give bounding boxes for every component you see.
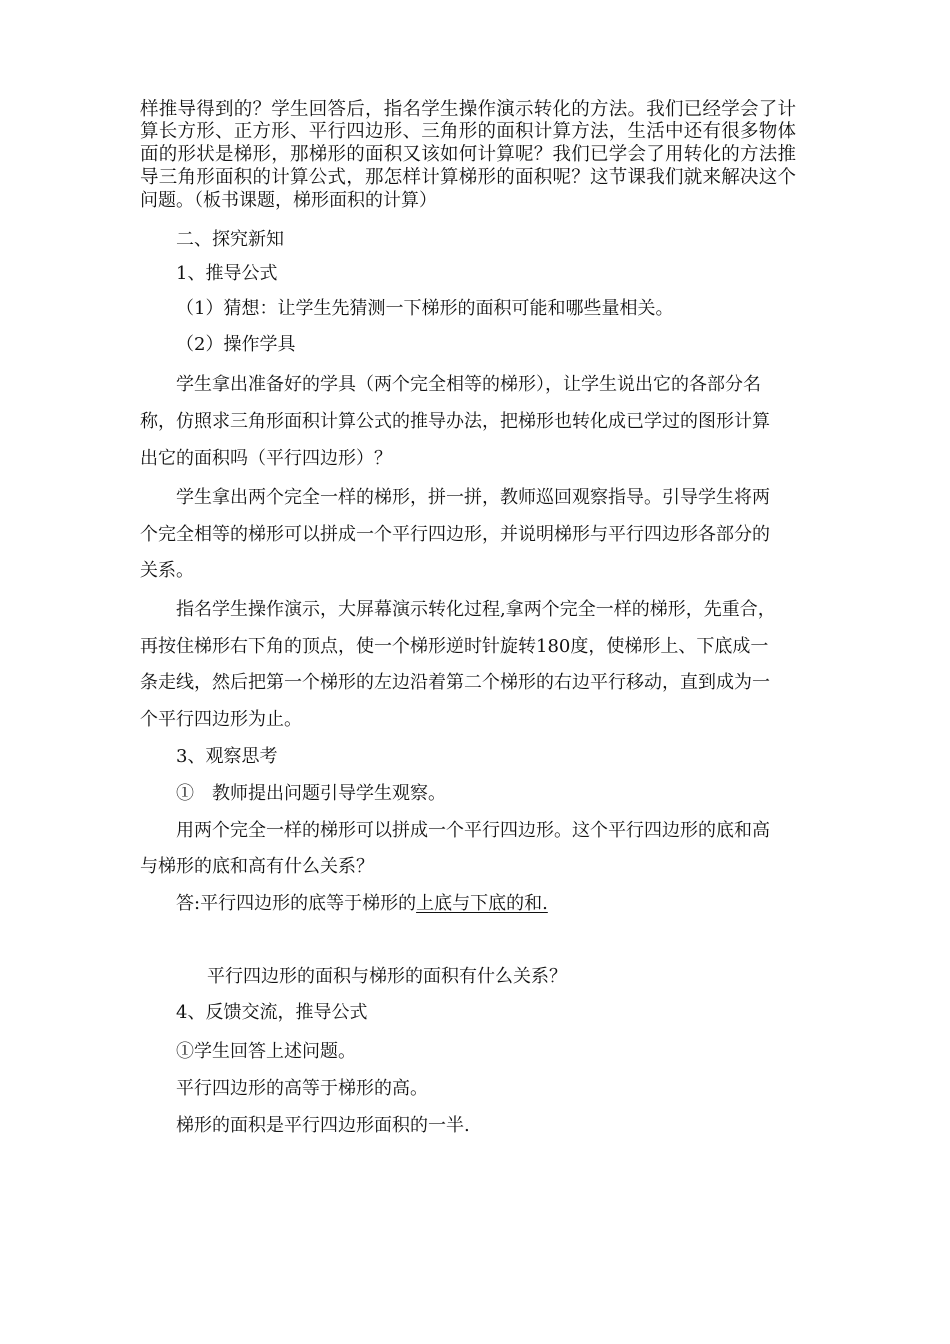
teacher-question-line: ① 教师提出问题引导学生观察。 <box>176 783 446 804</box>
para4-line-1: 用两个完全一样的梯形可以拼成一个平行四边形。这个平行四边形的底和高 <box>176 820 770 841</box>
height-equal-line: 平行四边形的高等于梯形的高。 <box>176 1078 428 1099</box>
subheading-observe-think: 3、观察思考 <box>176 746 278 767</box>
intro-line-4: 导三角形面积的计算公式，那怎样计算梯形的面积呢？这节课我们就来解决这个 <box>140 167 797 188</box>
guess-line: （1）猜想：让学生先猜测一下梯形的面积可能和哪些量相关。 <box>176 298 674 319</box>
answer-prefix: 答:平行四边形的底等于梯形的 <box>176 893 417 914</box>
para3-line-4: 个平行四边形为止。 <box>140 709 302 730</box>
answer-line <box>176 892 548 916</box>
subheading-derive-formula: 1、推导公式 <box>176 263 278 284</box>
subheading-feedback: 4、反馈交流，推导公式 <box>176 1002 368 1023</box>
para2-line-2: 个完全相等的梯形可以拼成一个平行四边形，并说明梯形与平行四边形各部分的 <box>140 524 770 545</box>
question2-line: 平行四边形的面积与梯形的面积有什么关系？ <box>207 966 567 987</box>
para3-line-1: 指名学生操作演示，大屏幕演示转化过程,拿两个完全一样的梯形，先重合， <box>176 599 776 620</box>
para3-line-3: 条走线，然后把第一个梯形的左边沿着第二个梯形的右边平行移动，直到成为一 <box>140 672 770 693</box>
intro-line-1: 样推导得到的？学生回答后，指名学生操作演示转化的方法。我们已经学会了计 <box>140 99 797 120</box>
area-half-line: 梯形的面积是平行四边形面积的一半. <box>176 1115 470 1136</box>
para1-line-3: 出它的面积吗（平行四边形）？ <box>140 448 392 469</box>
para2-line-1: 学生拿出两个完全一样的梯形，拼一拼，教师巡回观察指导。引导学生将两 <box>176 487 770 508</box>
para3-line-2: 再按住梯形右下角的顶点，使一个梯形逆时针旋转180度，使梯形上、下底成一 <box>140 636 769 657</box>
para1-line-1: 学生拿出准备好的学具（两个完全相等的梯形），让学生说出它的各部分名 <box>176 374 761 395</box>
para2-line-3: 关系。 <box>140 560 194 581</box>
operate-tools-line: （2）操作学具 <box>176 334 296 355</box>
intro-line-2: 算长方形、正方形、平行四边形、三角形的面积计算方法，生活中还有很多物体 <box>140 121 797 142</box>
intro-line-3: 面的形状是梯形，那梯形的面积又该如何计算呢？我们已学会了用转化的方法推 <box>140 144 797 165</box>
intro-line-5: 问题。（板书课题，梯形面积的计算） <box>140 190 437 211</box>
section-heading-2: 二、探究新知 <box>176 229 284 250</box>
para4-line-2: 与梯形的底和高有什么关系？ <box>140 856 374 877</box>
answer-underlined: 上底与下底的和. <box>416 893 548 914</box>
student-answer-line: ①学生回答上述问题。 <box>176 1041 356 1062</box>
para1-line-2: 称，仿照求三角形面积计算公式的推导办法，把梯形也转化成已学过的图形计算 <box>140 411 770 432</box>
